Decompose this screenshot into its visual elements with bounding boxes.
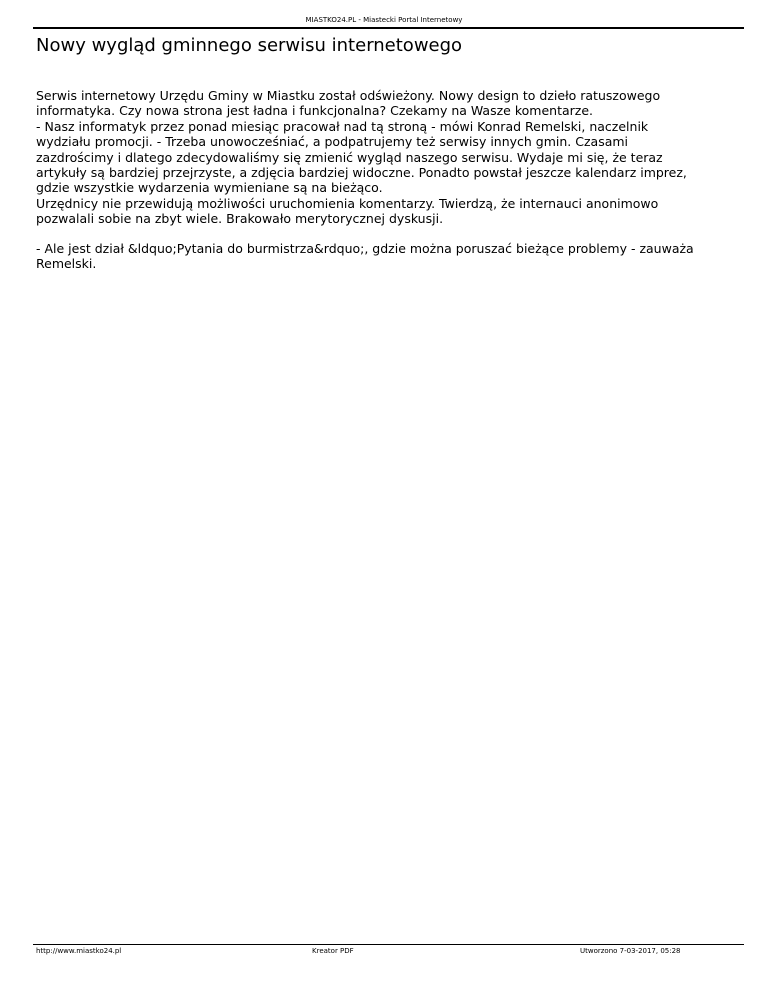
article-line: Urzędnicy nie przewidują możliwości uruchomienia komentarzy. Twierdzą, że internauci anonimowo	[36, 195, 659, 211]
footer-url: http://www.miastko24.pl	[36, 947, 122, 955]
article-title: Nowy wygląd gminnego serwisu internetowego	[36, 35, 463, 56]
footer-created-date: Utworzono 7-03-2017, 05:28	[580, 947, 681, 955]
article-line: informatyka. Czy nowa strona jest ładna i funkcjonalna? Czekamy na Wasze komentarze.	[36, 103, 593, 119]
paragraph-spacer	[36, 227, 736, 241]
site-header: MIASTKO24.PL - Miastecki Portal Internetowy	[305, 16, 463, 24]
footer-divider	[33, 944, 744, 945]
article-line: artykuły są bardziej przejrzyste, a zdjęcia bardziej widoczne. Ponadto powstał jeszcze kalendarz imprez,	[36, 165, 687, 181]
footer-generator: Kreator PDF	[312, 947, 354, 955]
article-line: zazdrościmy i dlatego zdecydowaliśmy się zmienić wygląd naszego serwisu. Wydaje mi się, że teraz	[36, 149, 663, 165]
article-line: Remelski.	[36, 256, 97, 272]
article-line: Serwis internetowy Urzędu Gminy w Miastku został odświeżony. Nowy design to dzieło ratuszowego	[36, 88, 661, 103]
header-divider	[33, 27, 744, 29]
article-body	[36, 88, 736, 271]
article-line: - Nasz informatyk przez ponad miesiąc pracował nad tą stroną - mówi Konrad Remelski, naczelnik	[36, 118, 649, 134]
article-line: wydziału promocji. - Trzeba unowocześniać, a podpatrujemy też serwisy innych gmin. Czasami	[36, 134, 629, 150]
article-line: - Ale jest dział &ldquo;Pytania do burmistrza&rdquo;, gdzie można poruszać bieżące problemy - zauważa	[36, 240, 694, 256]
article-line: gdzie wszystkie wydarzenia wymieniane są na bieżąco.	[36, 180, 383, 196]
article-line: pozwalali sobie na zbyt wiele. Brakowało merytorycznej dyskusji.	[36, 211, 444, 227]
